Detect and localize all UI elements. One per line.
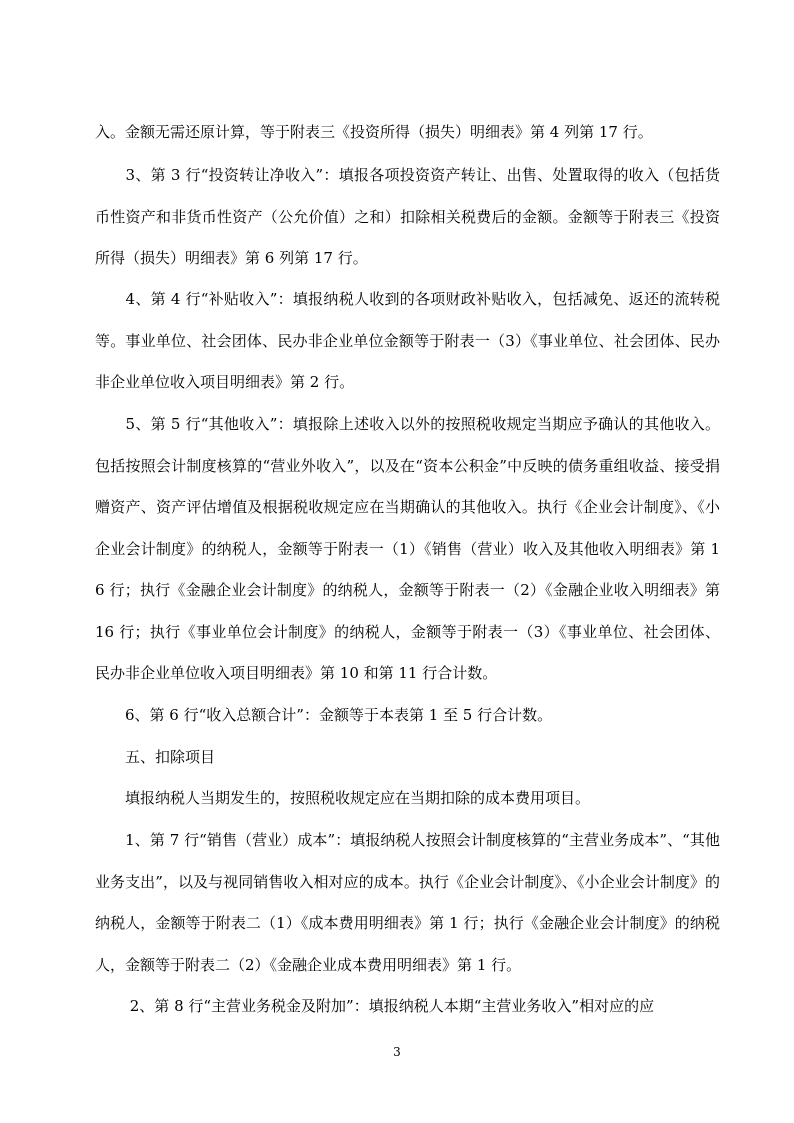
paragraph-3: 4、第 4 行“补贴收入”：填报纳税人收到的各项财政补贴收入，包括减免、返还的流转税等。事业单位、社会团体、民办非企业单位金额等于附表一（3）《事业单位、社会团体、民办非企业单位收入项目明细表》第 2 行。: [95, 290, 720, 391]
paragraph-1: 入。金额无需还原计算，等于附表三《投资所得（损失）明细表》第 4 列第 17 行。: [95, 123, 653, 141]
paragraph-5: 6、第 6 行“收入总额合计”：金额等于本表第 1 至 5 行合计数。: [95, 706, 553, 724]
paragraph-6: 填报纳税人当期发生的，按照税收规定应在当期扣除的成本费用项目。: [95, 789, 591, 807]
page-number: 3: [393, 1045, 401, 1059]
paragraph-2: 3、第 3 行“投资转让净收入”：填报各项投资资产转让、出售、处置取得的收入（包括货币性资产和非货币性资产（公允价值）之和）扣除相关税费后的金额。金额等于附表三《投资所得（损失）明细表》第 6 列第 17 行。: [95, 166, 720, 267]
paragraph-4: 5、第 5 行“其他收入”：填报除上述收入以外的按照税收规定当期应予确认的其他收入。包括按照会计制度核算的“营业外收入”，以及在“资本公积金”中反映的债务重组收益、接受捐赠资产、资产评估增值及根据税收规定应在当期确认的其他收入。执行《企业会计制度》、《小企业会计制度》的纳税人，金额等于附表一（1）《销售（营业）收入及其他收入明细表》第 16 行；执行《金融企业会计制度》的纳税人，金额等于附表一（2）《金融企业收入明细表》第 16 行；执行《事业单位会计制度》的纳税人，金额等于附表一（3）《事业单位、社会团体、民办非企业单位收入项目明细表》第 10 和第 11 行合计数。: [95, 415, 720, 682]
section-heading-deductions: 五、扣除项目: [95, 748, 216, 766]
paragraph-7: 1、第 7 行“销售（营业）成本”：填报纳税人按照会计制度核算的“主营业务成本”、“其他业务支出”，以及与视同销售收入相对应的成本。执行《企业会计制度》、《小企业会计制度》的纳税人，金额等于附表二（1）《成本费用明细表》第 1 行；执行《金融企业会计制度》的纳税人，金额等于附表二（2）《金融企业成本费用明细表》第 1 行。: [95, 831, 720, 974]
paragraph-8: 2、第 8 行“主营业务税金及附加”：填报纳税人本期“主营业务收入”相对应的应: [95, 997, 655, 1015]
